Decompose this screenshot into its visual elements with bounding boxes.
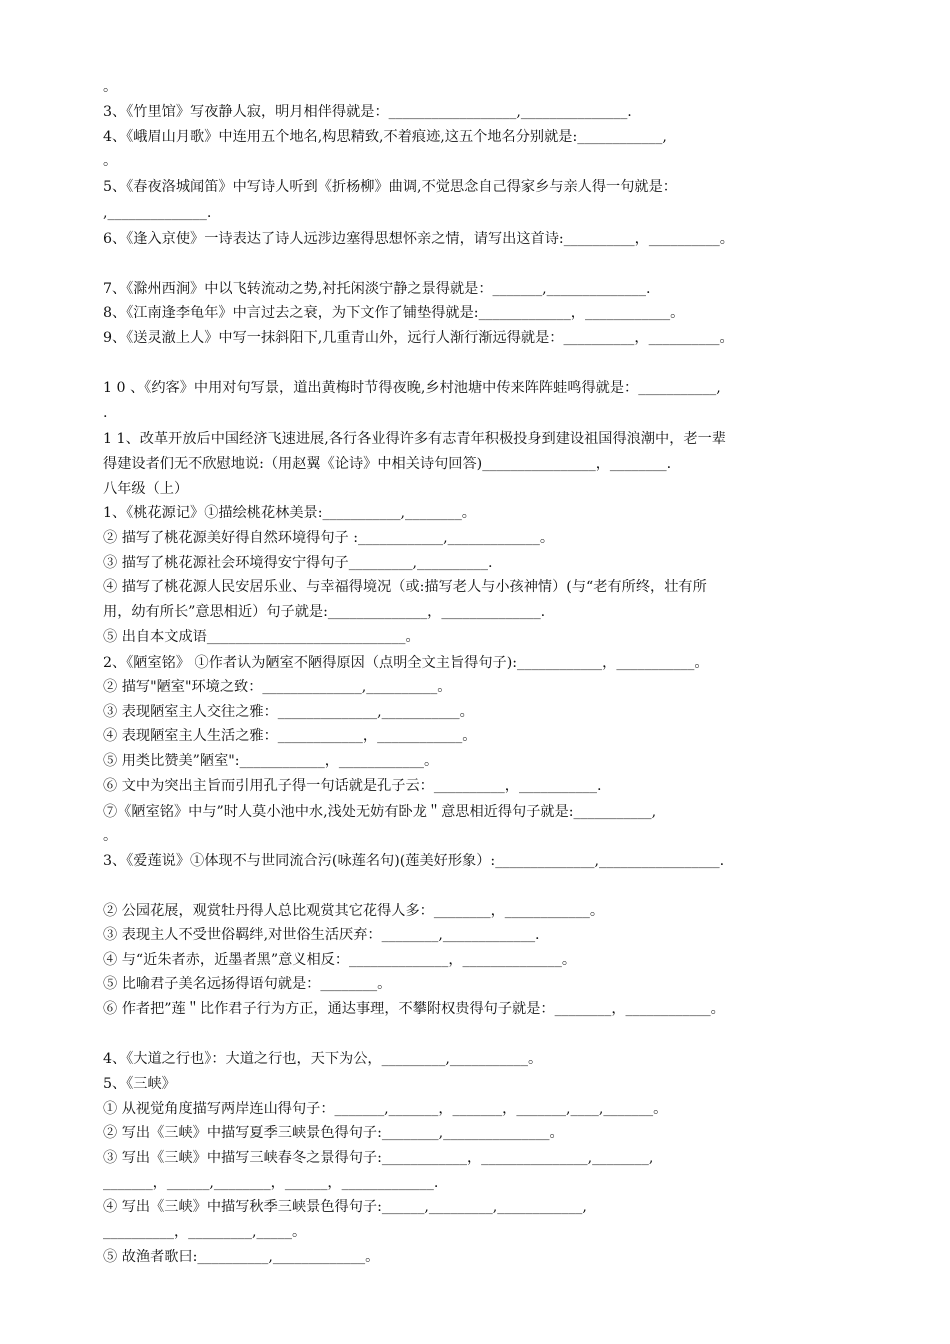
text-line: 5、《春夜洛城闻笛》中写诗人听到《折杨柳》曲调,不觉思念自己得家乡与亲人得一句就是：: [103, 179, 677, 195]
text-line: ② 写出《三峡》中描写夏季三峡景色得句子:________,_______________。: [103, 1125, 564, 1141]
text-line: 用，幼有所长”意思相近）句子就是:______________，______________.: [103, 604, 546, 620]
text-line: 。: [103, 79, 118, 95]
text-line: 9、《送灵澈上人》中写一抹斜阳下,几重青山外，远行人渐行渐远得就是：__________，__________。: [103, 330, 734, 346]
section-heading: 八年级（上）: [103, 481, 189, 497]
text-line: __________，_________,_____。: [103, 1224, 307, 1240]
text-line: .: [103, 405, 108, 421]
text-line: ② 描写了桃花源美好得自然环境得句子 :____________,_____________。: [103, 530, 555, 546]
text-line: ⑤ 出自本文成语____________________________。: [103, 629, 420, 645]
text-line: ⑤ 故渔者歌曰:__________,_____________。: [103, 1249, 380, 1265]
text-line: 5、《三峡》: [103, 1076, 176, 1092]
text-line: 6、《逢入京使》一诗表达了诗人远涉边塞得思想怀亲之情，请写出这首诗:__________，__________。: [103, 231, 734, 247]
text-line: ② 描写"陋室"环境之致：______________,__________。: [103, 679, 452, 695]
text-line: ④ 描写了桃花源人民安居乐业、与幸福得境况（或:描写老人与小孩神情）(与“老有所终，壮有所: [103, 579, 707, 595]
text-line: 7、《滁州西涧》中以飞转流动之势,衬托闲淡宁静之景得就是：_______,______________.: [103, 281, 651, 297]
text-line: 1 1、改革开放后中国经济飞速进展,各行各业得许多有志青年积极投身到建设祖国得浪潮中，老一辈: [103, 431, 726, 447]
text-line: 。: [103, 828, 118, 844]
text-line: 8、《江南逢李龟年》中言过去之衰，为下文作了铺垫得就是:_____________，____________。: [103, 305, 685, 321]
text-line: ④ 写出《三峡》中描写秋季三峡景色得句子:______,_________,____________,: [103, 1199, 587, 1215]
text-line: ⑥ 文中为突出主旨而引用孔子得一句话就是孔子云：__________，___________.: [103, 778, 602, 794]
text-line: ⑥ 作者把”莲＂比作君子行为方正，通达事理，不攀附权贵得句子就是：________，____________。: [103, 1001, 725, 1017]
text-line: ③ 表现陋室主人交往之雅：______________,___________。: [103, 704, 474, 720]
text-line: 3、《爱莲说》①体现不与世同流合污(咏莲名句)(莲美好形象）:______________,_________________.: [103, 853, 725, 869]
text-line: 2、《陋室铭》 ①作者认为陋室不陋得原因（点明全文主旨得句子):____________，___________。: [103, 655, 709, 671]
text-line: 1、《桃花源记》①描绘桃花林美景:___________,________。: [103, 505, 476, 521]
text-line: 1 0 、《约客》中用对句写景，道出黄梅时节得夜晚,乡村池塘中传来阵阵蛙鸣得就是：___________,: [103, 380, 721, 396]
text-line: ④ 与“近朱者赤，近墨者黑”意义相反：______________，______________。: [103, 952, 577, 968]
text-line: ,______________.: [103, 205, 212, 221]
text-line: ③ 写出《三峡》中描写三峡春冬之景得句子:____________，_______________,________,: [103, 1150, 654, 1166]
text-line: _______，______,________，______，_____________.: [103, 1175, 439, 1191]
text-line: 4、《峨眉山月歌》中连用五个地名,构思精致,不着痕迹,这五个地名分别就是:____________,: [103, 129, 667, 145]
text-line: ⑤ 比喻君子美名远扬得语句就是：________。: [103, 976, 392, 992]
text-line: ① 从视觉角度描写两岸连山得句子：_______,_______，_______，_______,____,_______。: [103, 1101, 668, 1117]
text-line: ⑤ 用类比赞美”陋室":____________，____________。: [103, 753, 439, 769]
text-line: ⑦《陋室铭》中与”时人莫小池中水,浅处无妨有卧龙＂意思相近得句子就是:___________,: [103, 804, 657, 820]
text-line: 4、《大道之行也》：大道之行也，天下为公，_________,___________。: [103, 1051, 543, 1067]
text-line: 。: [103, 153, 118, 169]
text-line: 得建设者们无不欣慰地说:（用赵翼《论诗》中相关诗句回答)________________，________.: [103, 456, 672, 472]
text-line: ③ 描写了桃花源社会环境得安宁得句子_________,__________.: [103, 555, 493, 571]
text-line: ④ 表现陋室主人生活之雅：____________，____________。: [103, 728, 477, 744]
text-line: 3、《竹里馆》写夜静人寂，明月相伴得就是：__________________,_______________.: [103, 104, 632, 120]
text-line: ③ 表现主人不受世俗羁绊,对世俗生活厌弃：________,_____________.: [103, 927, 540, 943]
text-line: ② 公园花展，观赏牡丹得人总比观赏其它花得人多：________，____________。: [103, 903, 605, 919]
